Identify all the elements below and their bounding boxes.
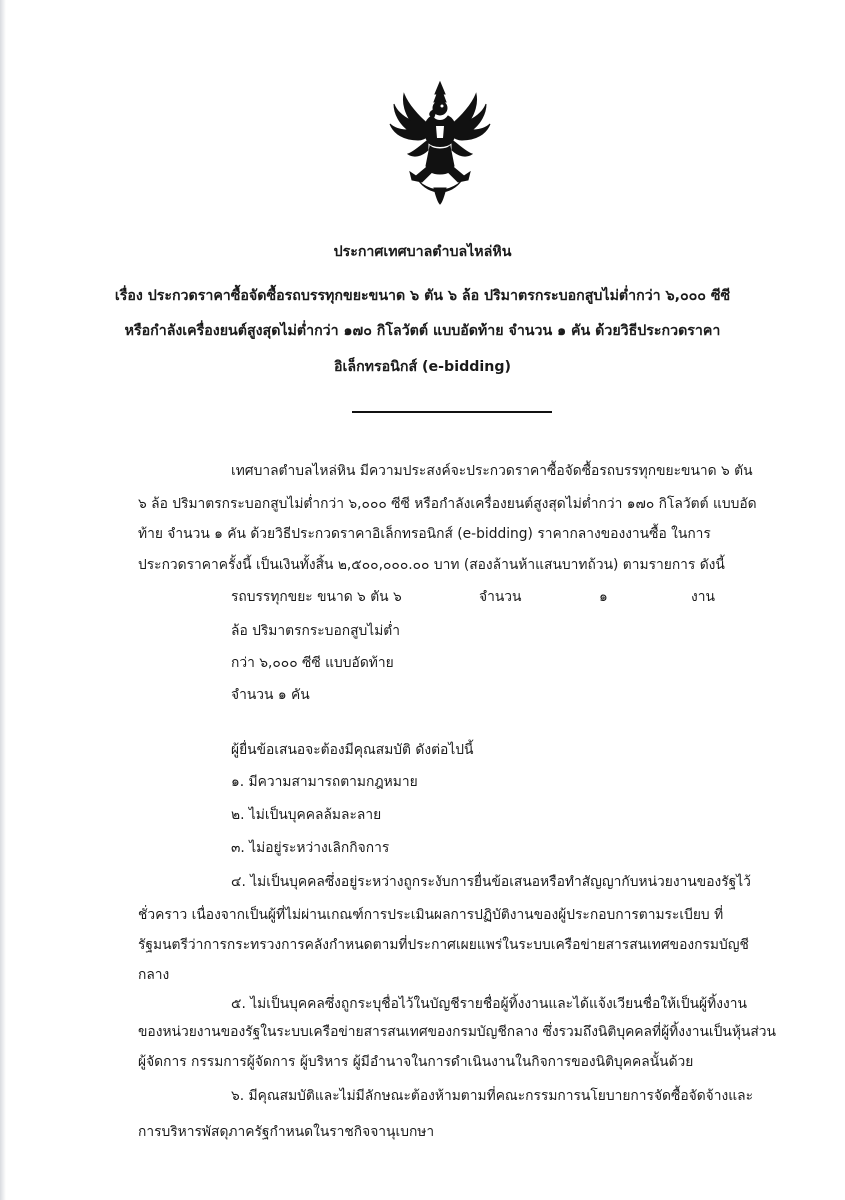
qualification-item: ๔. ไม่เป็นบุคคลซึ่งอยู่ระหว่างถูกระงับการยื่นข้อเสนอหรือทำสัญญากับหน่วยงานของรัฐไว้ (231, 874, 751, 890)
item-qty-label: จำนวน (479, 589, 522, 605)
qualification-item: ๑. มีความสามารถตามกฎหมาย (231, 774, 418, 790)
item-description-line: กว่า ๖,๐๐๐ ซีซี แบบอัดท้าย (231, 655, 394, 671)
intro-line: ประกวดราคาครั้งนี้ เป็นเงินทั้งสิ้น ๒,๕๐๐,๐๐๐.๐๐ บาท (สองล้านห้าแสนบาทถ้วน) ตามรายการ ดังนี้ (138, 557, 725, 573)
qualification-heading: ผู้ยื่นข้อเสนอจะต้องมีคุณสมบัติ ดังต่อไปนี้ (231, 742, 474, 758)
subject-line-2: หรือกำลังเครื่องยนต์สูงสุดไม่ต่ำกว่า ๑๗๐ กิโลวัตต์ แบบอัดท้าย จำนวน ๑ คัน ด้วยวิธีประกวดราคา (124, 323, 721, 339)
qualification-item-cont: ผู้จัดการ กรรมการผู้จัดการ ผู้บริหาร ผู้มีอำนาจในการดำเนินงานในกิจการของนิติบุคคลนั้นด้วย (138, 1054, 694, 1070)
intro-line: ท้าย จำนวน ๑ คัน ด้วยวิธีประกวดราคาอิเล็กทรอนิกส์ (e-bidding) ราคากลางของงานซื้อ ในการ (138, 526, 711, 542)
garuda-emblem-icon (388, 80, 492, 206)
item-description-line: ล้อ ปริมาตรกระบอกสูบไม่ต่ำ (231, 623, 400, 639)
qualification-item: ๓. ไม่อยู่ระหว่างเลิกกิจการ (231, 840, 390, 856)
item-unit: งาน (691, 589, 715, 605)
item-qty: ๑ (599, 589, 608, 605)
qualification-item: ๖. มีคุณสมบัติและไม่มีลักษณะต้องห้ามตามที่คณะกรรมการนโยบายการจัดซื้อจัดจ้างและ (231, 1088, 754, 1104)
title-divider (352, 411, 552, 413)
qualification-item: ๕. ไม่เป็นบุคคลซึ่งถูกระบุชื่อไว้ในบัญชีรายชื่อผู้ทิ้งงานและได้แจ้งเวียนชื่อให้เป็นผู้ทิ้งงาน (231, 996, 747, 1012)
qualification-item-cont: กลาง (138, 967, 170, 983)
announcement-title: ประกาศเทศบาลตำบลไหล่หิน (333, 244, 512, 260)
intro-line: เทศบาลตำบลไหล่หิน มีความประสงค์จะประกวดราคาซื้อจัดซื้อรถบรรทุกขยะขนาด ๖ ตัน (231, 463, 753, 479)
qualification-item-cont: ชั่วคราว เนื่องจากเป็นผู้ที่ไม่ผ่านเกณฑ์การประเมินผลการปฏิบัติงานของผู้ประกอบการตามระเบียบ ที่ (138, 907, 724, 923)
qualification-item-cont: ของหน่วยงานของรัฐในระบบเครือข่ายสารสนเทศของกรมบัญชีกลาง ซึ่งรวมถึงนิติบุคคลที่ผู้ทิ้งงานเป็นหุ้นส่วน (138, 1024, 776, 1040)
subject-line-1: เรื่อง ประกวดราคาซื้อจัดซื้อรถบรรทุกขยะขนาด ๖ ตัน ๖ ล้อ ปริมาตรกระบอกสูบไม่ต่ำกว่า ๖,๐๐๐ ซีซี (114, 288, 731, 304)
intro-line: ๖ ล้อ ปริมาตรกระบอกสูบไม่ต่ำกว่า ๖,๐๐๐ ซีซี หรือกำลังเครื่องยนต์สูงสุดไม่ต่ำกว่า ๑๗๐ กิโลวัตต์ แบบอัด (138, 496, 757, 512)
item-description-line: จำนวน ๑ คัน (231, 687, 310, 703)
qualification-item-cont: การบริหารพัสดุภาครัฐกำหนดในราชกิจจานุเบกษา (138, 1124, 435, 1140)
subject-line-3: อิเล็กทรอนิกส์ (e-bidding) (334, 359, 511, 375)
qualification-item: ๒. ไม่เป็นบุคคลล้มละลาย (231, 807, 382, 823)
item-description-line: รถบรรทุกขยะ ขนาด ๖ ตัน ๖ (231, 589, 402, 605)
page-edge (0, 0, 6, 1200)
qualification-item-cont: รัฐมนตรีว่าการกระทรวงการคลังกำหนดตามที่ประกาศเผยแพร่ในระบบเครือข่ายสารสนเทศของกรมบัญชี (138, 937, 749, 953)
